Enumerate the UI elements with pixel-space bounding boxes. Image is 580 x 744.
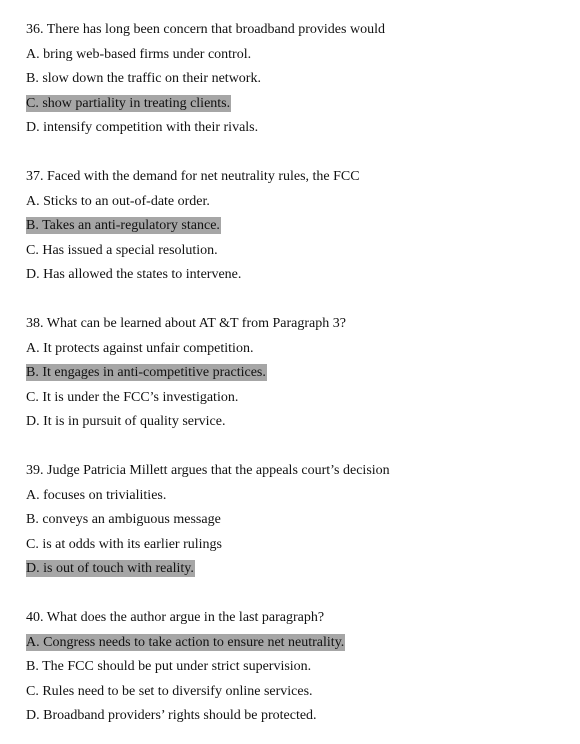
question-stem: 36. There has long been concern that broadband provides would — [26, 22, 385, 37]
option-c: C. It is under the FCC’s investigation. — [26, 389, 239, 405]
option-d-highlighted: D. is out of touch with reality. — [26, 561, 194, 576]
option-c: C. is at odds with its earlier rulings — [26, 536, 222, 552]
option-c-highlighted: C. show partiality in treating clients. — [26, 95, 231, 111]
option-b-highlighted: B. It engages in anti-competitive practices. — [26, 365, 266, 380]
option-a-highlighted: A. Congress needs to take action to ensure net neutrality. — [26, 634, 345, 650]
option-d: D. Has allowed the states to intervene. — [26, 267, 242, 282]
option-b: B. conveys an ambiguous message — [26, 512, 221, 527]
option-d: D. It is in pursuit of quality service. — [26, 414, 226, 429]
question-stem: 38. What can be learned about AT &T from Paragraph 3? — [26, 316, 346, 331]
question-40 — [26, 606, 566, 729]
option-b: B. The FCC should be put under strict supervision. — [26, 659, 312, 674]
question-stem: 37. Faced with the demand for net neutrality rules, the FCC — [26, 169, 360, 184]
option-c: C. Has issued a special resolution. — [26, 242, 218, 258]
question-stem: 40. What does the author argue in the last paragraph? — [26, 610, 325, 625]
question-36 — [26, 18, 566, 141]
option-b-highlighted: B. Takes an anti-regulatory stance. — [26, 218, 220, 233]
option-b: B. slow down the traffic on their network. — [26, 71, 261, 86]
option-a: A. focuses on trivialities. — [26, 487, 167, 503]
option-a: A. It protects against unfair competition. — [26, 340, 254, 356]
option-d: D. intensify competition with their rivals. — [26, 120, 259, 135]
option-c: C. Rules need to be set to diversify online services. — [26, 683, 313, 699]
question-39 — [26, 459, 566, 582]
document-page — [26, 18, 566, 729]
question-37 — [26, 165, 566, 288]
question-stem: 39. Judge Patricia Millett argues that the appeals court’s decision — [26, 463, 390, 478]
option-a: A. bring web-based firms under control. — [26, 46, 252, 62]
question-38 — [26, 312, 566, 435]
option-a: A. Sticks to an out-of-date order. — [26, 193, 210, 209]
option-d: D. Broadband providers’ rights should be protected. — [26, 708, 317, 723]
